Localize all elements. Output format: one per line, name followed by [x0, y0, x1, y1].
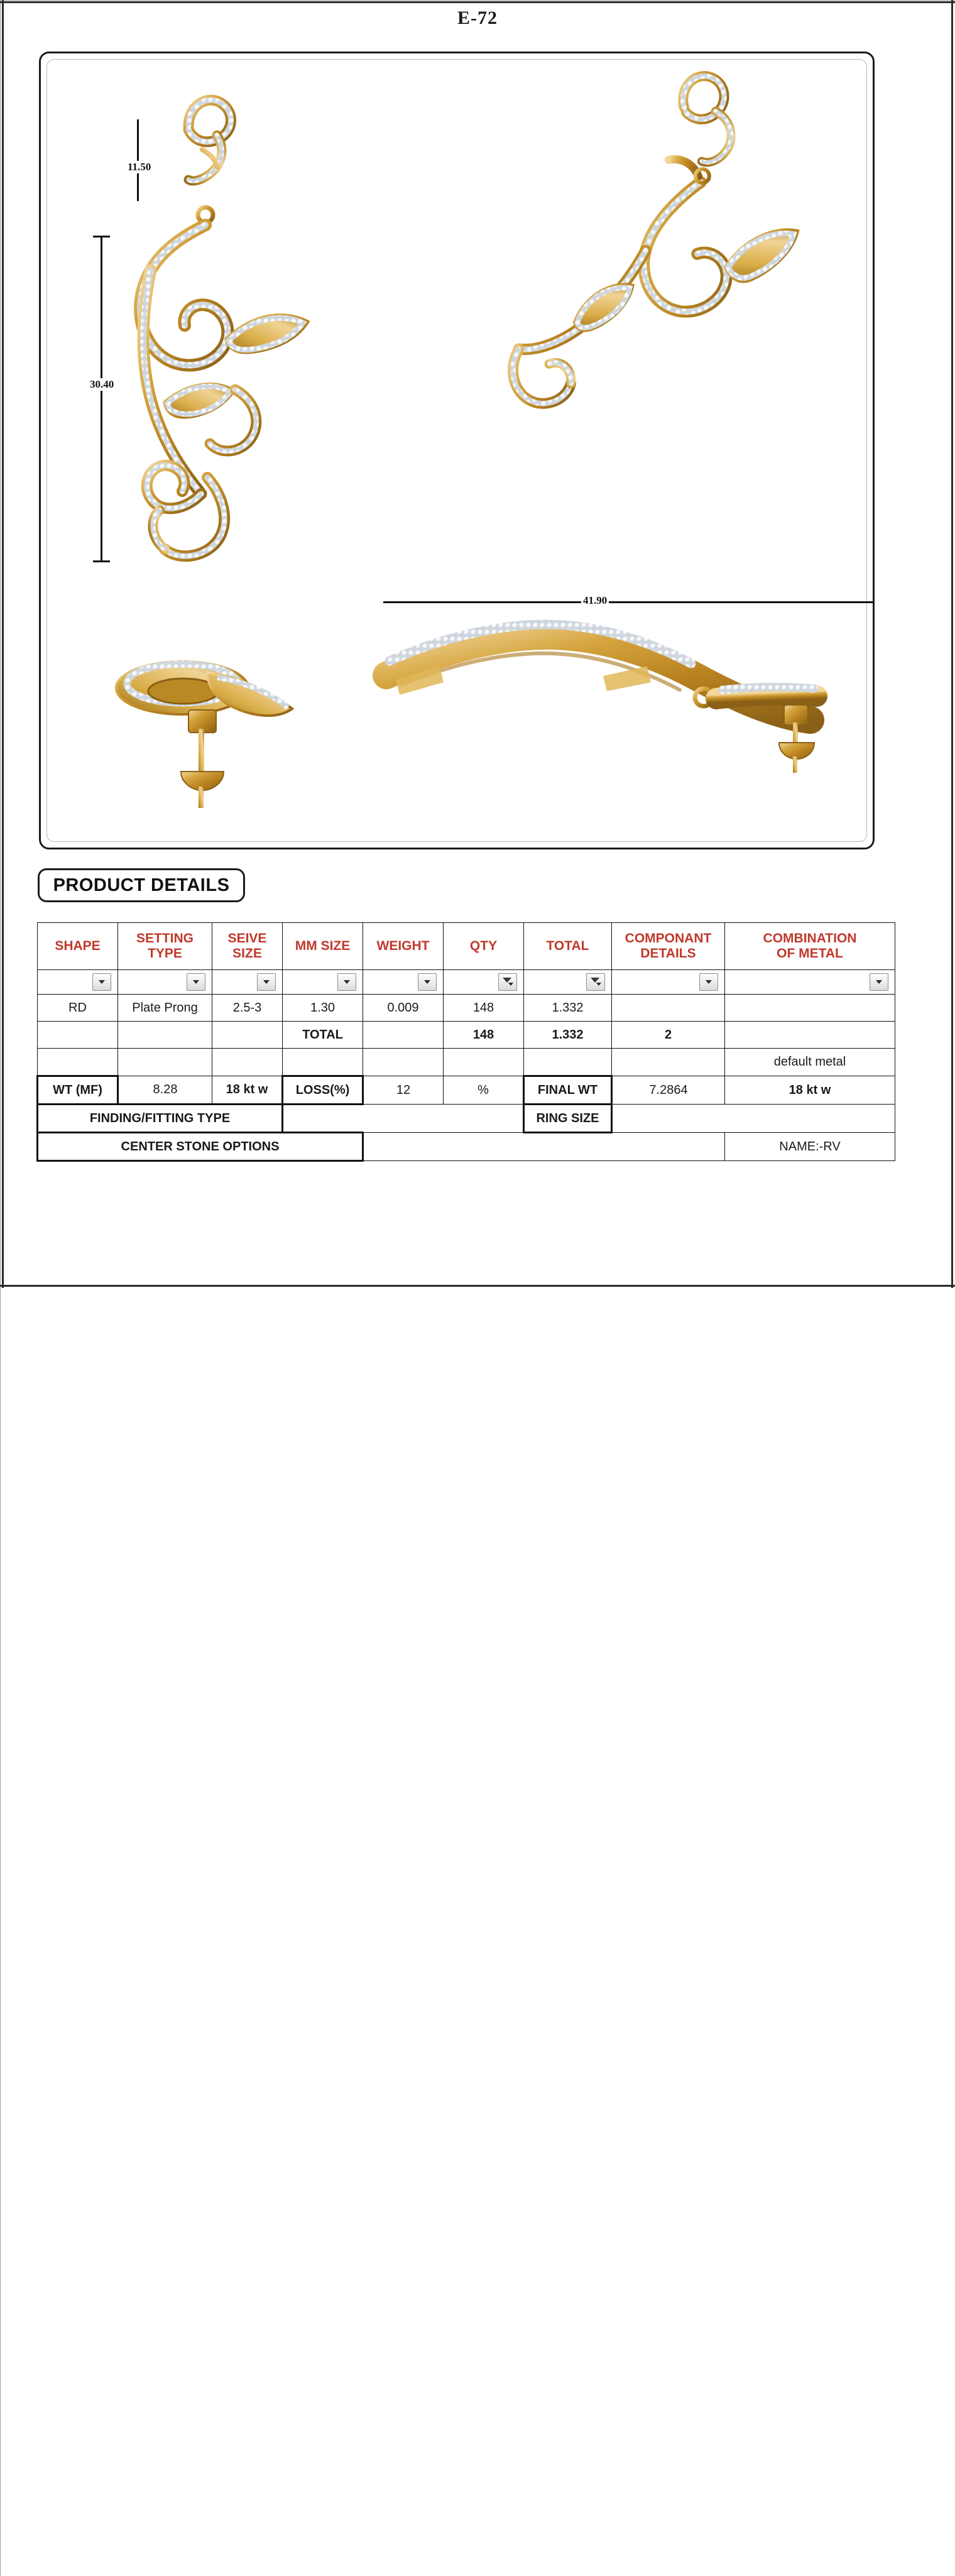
- cell-mm-size: 1.30: [283, 995, 363, 1022]
- filter-active-qty-icon[interactable]: [498, 973, 517, 991]
- total-cell-shape: [38, 1022, 118, 1049]
- finding-fitting-type-value[interactable]: [283, 1105, 524, 1133]
- filter-cell-componant-details[interactable]: [612, 970, 725, 995]
- dimension-line-overall-height: [101, 236, 102, 562]
- table-row-finding: [38, 1105, 895, 1133]
- page-border-left: [2, 0, 4, 1288]
- col-header-qty: QTY: [444, 923, 524, 970]
- table-row-stone: [38, 995, 895, 1022]
- wt-mf-label: WT (MF): [38, 1076, 118, 1105]
- metal-cell-6: [444, 1049, 524, 1076]
- ring-size-value[interactable]: [612, 1105, 895, 1133]
- designer-name: NAME:-RV: [725, 1133, 895, 1161]
- filter-dropdown-componant-details-icon[interactable]: [699, 973, 718, 991]
- product-details-table: [36, 922, 895, 1162]
- metal-cell-7: [524, 1049, 612, 1076]
- page-border-right: [951, 0, 953, 1288]
- product-details-header: [38, 868, 245, 902]
- filter-cell-setting-type[interactable]: [118, 970, 212, 995]
- total-cell-qty: 148: [444, 1022, 524, 1049]
- table-filter-row: [38, 970, 895, 995]
- loss-label: LOSS(%): [283, 1076, 363, 1105]
- table-row-default-metal: [38, 1049, 895, 1076]
- cell-total: 1.332: [524, 995, 612, 1022]
- page-border-top: [0, 1, 955, 3]
- default-metal-value: default metal: [725, 1049, 895, 1076]
- cell-componant-details: [612, 995, 725, 1022]
- col-header-setting-type-l1: SETTING: [136, 931, 194, 946]
- table-header-row: [38, 923, 895, 970]
- finding-fitting-type-label: FINDING/FITTING TYPE: [38, 1105, 283, 1133]
- col-header-setting-type: [118, 923, 212, 970]
- total-cell-combination-of-metal: [725, 1022, 895, 1049]
- table-row-center-stone: [38, 1133, 895, 1161]
- cell-combination-of-metal: [725, 995, 895, 1022]
- render-panel-inner-border: [46, 59, 867, 842]
- page-border-bottom: [0, 1285, 955, 1287]
- col-header-combination-l2: OF METAL: [777, 946, 843, 961]
- dimension-label-overall-height: 30.40: [88, 378, 116, 391]
- col-header-componant-details: [612, 923, 725, 970]
- dimension-line-top-height: [137, 119, 139, 201]
- dimension-label-overall-width: 41.90: [581, 594, 609, 607]
- filter-cell-shape[interactable]: [38, 970, 118, 995]
- cell-weight: 0.009: [363, 995, 444, 1022]
- page-border-right-inner: [0, 1289, 1, 2576]
- col-header-seive-size-l1: SEIVE: [227, 931, 267, 946]
- metal-cell-8: [612, 1049, 725, 1076]
- col-header-weight: WEIGHT: [363, 923, 444, 970]
- filter-active-total-icon[interactable]: [586, 973, 605, 991]
- col-header-componant-details-l2: DETAILS: [640, 946, 696, 961]
- center-stone-options-value[interactable]: [363, 1133, 725, 1161]
- product-details-label: PRODUCT DETAILS: [53, 875, 230, 895]
- table-row-weight: [38, 1076, 895, 1105]
- total-cell-componant-details: 2: [612, 1022, 725, 1049]
- cell-seive-size: 2.5-3: [212, 995, 283, 1022]
- col-header-shape: SHAPE: [38, 923, 118, 970]
- cell-qty: 148: [444, 995, 524, 1022]
- total-cell-weight: [363, 1022, 444, 1049]
- cell-shape: RD: [38, 995, 118, 1022]
- col-header-total: TOTAL: [524, 923, 612, 970]
- final-karat-value: 18 kt w: [725, 1076, 895, 1105]
- filter-dropdown-mm-size-icon[interactable]: [337, 973, 356, 991]
- final-wt-label: FINAL WT: [524, 1076, 612, 1105]
- filter-cell-combination-of-metal[interactable]: [725, 970, 895, 995]
- total-row-label: TOTAL: [283, 1022, 363, 1049]
- col-header-setting-type-l2: TYPE: [148, 946, 182, 961]
- dimension-line-overall-width: [383, 601, 873, 603]
- ring-size-label: RING SIZE: [524, 1105, 612, 1133]
- col-header-mm-size: MM SIZE: [283, 923, 363, 970]
- dimension-tick-bottom: [93, 560, 110, 562]
- metal-cell-4: [283, 1049, 363, 1076]
- col-header-combination-of-metal: [725, 923, 895, 970]
- metal-cell-5: [363, 1049, 444, 1076]
- filter-cell-weight[interactable]: [363, 970, 444, 995]
- dimension-label-top-height: 11.50: [126, 161, 153, 173]
- col-header-componant-details-l1: COMPONANT: [625, 931, 712, 946]
- loss-value: 12: [363, 1076, 444, 1105]
- filter-dropdown-shape-icon[interactable]: [92, 973, 111, 991]
- page-title: E-72: [457, 8, 498, 28]
- filter-cell-total[interactable]: [524, 970, 612, 995]
- page-border-top-inner: [0, 0, 955, 1]
- metal-cell-2: [118, 1049, 212, 1076]
- table-row-total: [38, 1022, 895, 1049]
- filter-dropdown-setting-type-icon[interactable]: [187, 973, 205, 991]
- total-cell-seive-size: [212, 1022, 283, 1049]
- page-border-left-inner: [0, 1, 1, 1289]
- center-stone-options-label: CENTER STONE OPTIONS: [38, 1133, 363, 1161]
- filter-dropdown-seive-size-icon[interactable]: [257, 973, 276, 991]
- filter-dropdown-weight-icon[interactable]: [418, 973, 437, 991]
- metal-cell-3: [212, 1049, 283, 1076]
- total-cell-total: 1.332: [524, 1022, 612, 1049]
- karat-value: 18 kt w: [212, 1076, 283, 1105]
- final-wt-value: 7.2864: [612, 1076, 725, 1105]
- filter-cell-seive-size[interactable]: [212, 970, 283, 995]
- col-header-seive-size: [212, 923, 283, 970]
- cell-setting-type: Plate Prong: [118, 995, 212, 1022]
- filter-cell-mm-size[interactable]: [283, 970, 363, 995]
- loss-unit: %: [444, 1076, 524, 1105]
- filter-dropdown-combination-icon[interactable]: [870, 973, 888, 991]
- dimension-tick-top: [93, 236, 110, 237]
- filter-cell-qty[interactable]: [444, 970, 524, 995]
- col-header-seive-size-l2: SIZE: [232, 946, 262, 961]
- metal-cell-1: [38, 1049, 118, 1076]
- wt-mf-value: 8.28: [118, 1076, 212, 1105]
- total-cell-setting-type: [118, 1022, 212, 1049]
- col-header-combination-l1: COMBINATION: [763, 931, 857, 946]
